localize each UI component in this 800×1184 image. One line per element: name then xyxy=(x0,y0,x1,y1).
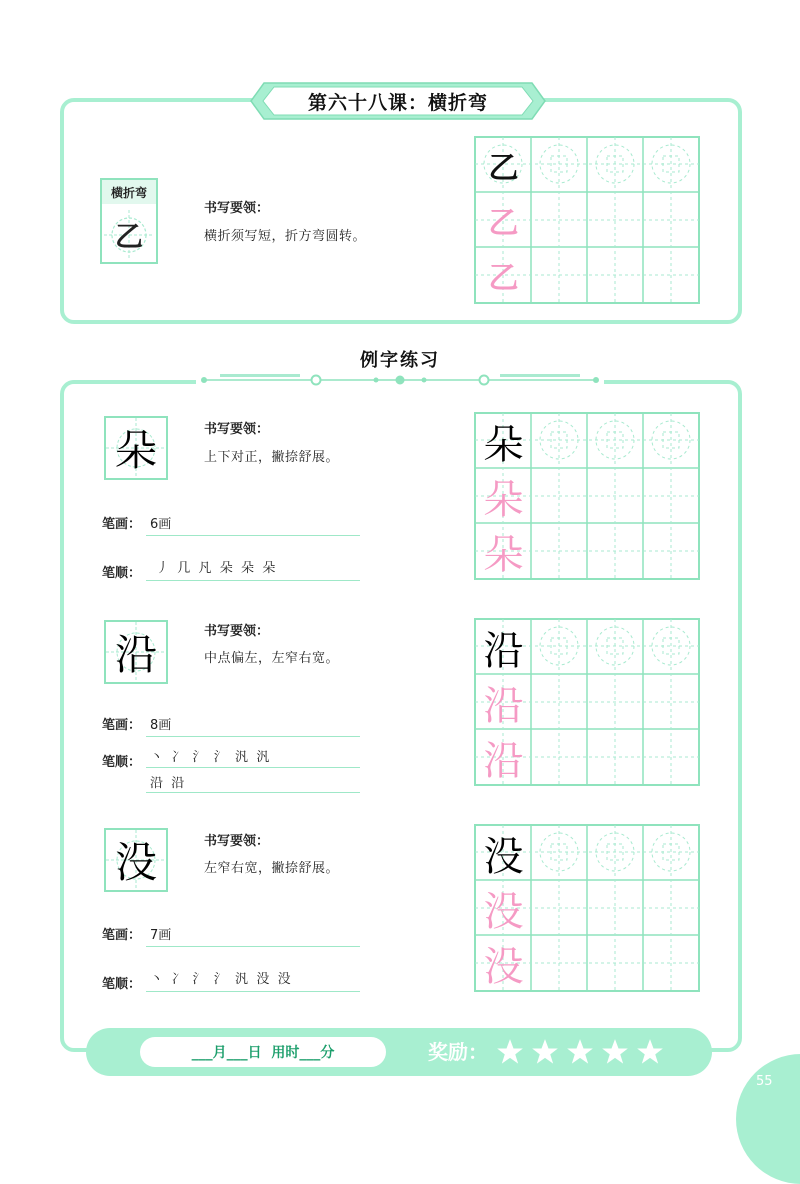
order-rule xyxy=(146,991,360,992)
example-char: 没 xyxy=(114,838,157,887)
reward-label: 奖励： xyxy=(428,1040,488,1064)
lesson-tips-label: 书写要领： xyxy=(204,201,270,216)
stroke-order: 丿 几 凡 朵 朵 朵 xyxy=(156,561,276,576)
stroke-order-cont: 沿 沿 xyxy=(150,776,185,791)
example-char-card xyxy=(104,620,168,684)
strokes-count: 6画 xyxy=(150,517,172,532)
strokes-label: 笔画： xyxy=(102,718,142,733)
strokes-label: 笔画： xyxy=(102,928,142,943)
strokes-count: 7画 xyxy=(150,928,172,943)
stroke-order: 丶 冫 氵 氵 汎 汎 xyxy=(150,750,270,765)
practice-trace: 朵 xyxy=(483,531,524,578)
order-label: 笔顺： xyxy=(102,755,142,770)
practice-sample: 没 xyxy=(483,833,524,880)
star-icon[interactable] xyxy=(601,1038,629,1066)
lesson-title-banner xyxy=(250,82,546,120)
practice-sample: 朵 xyxy=(483,421,524,468)
divider-ornament xyxy=(196,370,604,390)
practice-trace: 沿 xyxy=(483,737,524,784)
example-char: 沿 xyxy=(114,630,157,679)
stroke-practice-trace: 乙 xyxy=(488,261,519,296)
order-label: 笔顺： xyxy=(102,977,142,992)
practice-sample: 沿 xyxy=(483,627,524,674)
lesson-title: 第六十八课：横折弯 xyxy=(307,91,488,114)
example-char-card xyxy=(104,416,168,480)
example-char-card xyxy=(104,828,168,892)
section-title: 例字练习 xyxy=(360,350,440,371)
example-tips-text: 上下对正，撇捺舒展。 xyxy=(204,450,340,465)
page-number: 55 xyxy=(756,1074,773,1089)
practice-trace: 沿 xyxy=(483,682,524,729)
strokes-rule xyxy=(146,736,360,737)
example-tips-label: 书写要领： xyxy=(204,422,270,437)
strokes-rule xyxy=(146,946,360,947)
example-tips-text: 左窄右宽，撇捺舒展。 xyxy=(204,861,340,876)
strokes-rule xyxy=(146,535,360,536)
star-icon[interactable] xyxy=(531,1038,559,1066)
strokes-count: 8画 xyxy=(150,718,172,733)
example-tips-label: 书写要领： xyxy=(204,624,270,639)
star-icon[interactable] xyxy=(496,1038,524,1066)
practice-trace: 没 xyxy=(483,888,524,935)
order-rule xyxy=(146,792,360,793)
date-time-field[interactable]: ___月___日 用时___分 xyxy=(140,1037,386,1067)
strokes-label: 笔画： xyxy=(102,517,142,532)
star-icon[interactable] xyxy=(636,1038,664,1066)
star-icon[interactable] xyxy=(566,1038,594,1066)
stroke-practice-trace: 乙 xyxy=(488,206,519,241)
lesson-tips-text: 横折须写短，折方弯圆转。 xyxy=(204,229,367,244)
footer-bar xyxy=(86,1028,712,1076)
order-rule xyxy=(146,767,360,768)
practice-trace: 没 xyxy=(483,943,524,990)
stroke-card-header: 横折弯 xyxy=(102,180,156,204)
example-tips-text: 中点偏左，左窄右宽。 xyxy=(204,651,340,666)
example-tips-label: 书写要领： xyxy=(204,834,270,849)
stroke-order: 丶 冫 氵 氵 汎 没 没 xyxy=(150,972,291,987)
order-label: 笔顺： xyxy=(102,566,142,581)
stroke-card xyxy=(100,178,158,264)
order-rule xyxy=(146,580,360,581)
stroke-card-glyph: 乙 xyxy=(114,220,143,253)
practice-trace: 朵 xyxy=(483,476,524,523)
stroke-practice-sample: 乙 xyxy=(488,151,519,186)
example-char: 朵 xyxy=(114,426,157,475)
